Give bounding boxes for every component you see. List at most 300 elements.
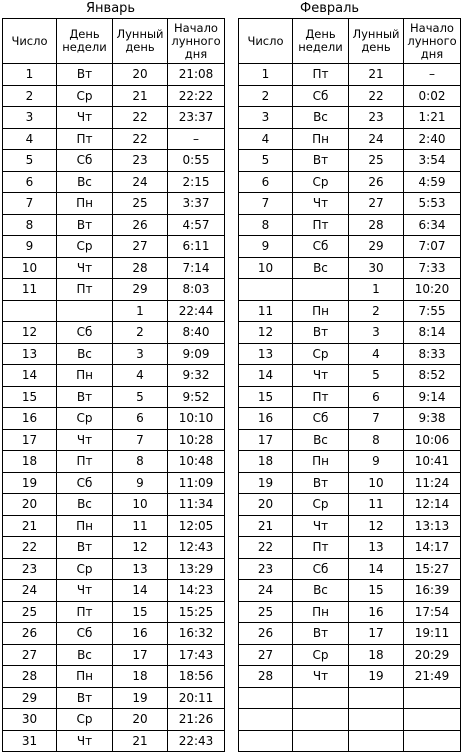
- cell-date: 22: [3, 537, 57, 559]
- cell-date: 25: [3, 601, 57, 623]
- cell-lunar-day: 28: [349, 214, 404, 236]
- cell-weekday: Вт: [57, 214, 113, 236]
- cell-date: 5: [3, 150, 57, 172]
- cell-weekday: Ср: [293, 343, 349, 365]
- cell-weekday: Вс: [293, 580, 349, 602]
- cell-weekday: Пт: [293, 64, 349, 86]
- cell-weekday: Чт: [293, 666, 349, 688]
- cell-lunar-day: 3: [113, 343, 168, 365]
- cell-weekday: Вс: [57, 644, 113, 666]
- cell-date: [239, 279, 293, 301]
- cell-date: 31: [3, 730, 57, 752]
- cell-lunar-day-start: 7:07: [404, 236, 461, 258]
- cell-lunar-day: 28: [113, 257, 168, 279]
- cell-weekday: Пн: [293, 128, 349, 150]
- cell-weekday: Вс: [293, 429, 349, 451]
- cell-lunar-day: 4: [349, 343, 404, 365]
- cell-date: 19: [239, 472, 293, 494]
- cell-lunar-day: 10: [113, 494, 168, 516]
- cell-lunar-day-start: 8:14: [404, 322, 461, 344]
- cell-lunar-day-start: 2:15: [168, 171, 225, 193]
- cell-lunar-day-start: 11:24: [404, 472, 461, 494]
- table-row: [239, 236, 461, 258]
- table-row: [3, 85, 225, 107]
- cell-lunar-day-start: 17:54: [404, 601, 461, 623]
- cell-weekday: Пт: [57, 601, 113, 623]
- cell-date: 14: [239, 365, 293, 387]
- cell-date: 18: [239, 451, 293, 473]
- cell-lunar-day-start: 9:52: [168, 386, 225, 408]
- cell-date: 28: [239, 666, 293, 688]
- cell-lunar-day: 1: [113, 300, 168, 322]
- cell-date: 21: [239, 515, 293, 537]
- cell-lunar-day: 22: [349, 85, 404, 107]
- cell-weekday: Сб: [57, 150, 113, 172]
- table-row: [239, 128, 461, 150]
- cell-lunar-day: 18: [349, 644, 404, 666]
- cell-weekday: Сб: [293, 85, 349, 107]
- header-lunar-day: Лунный день: [349, 19, 404, 64]
- cell-weekday: Ср: [293, 171, 349, 193]
- cell-lunar-day-start: [404, 709, 461, 731]
- february-table-body: [239, 64, 461, 752]
- cell-lunar-day: 1: [349, 279, 404, 301]
- cell-date: 20: [3, 494, 57, 516]
- header-weekday: День недели: [57, 19, 113, 64]
- cell-lunar-day-start: 14:23: [168, 580, 225, 602]
- cell-lunar-day: 16: [113, 623, 168, 645]
- cell-lunar-day: 10: [349, 472, 404, 494]
- cell-lunar-day: 26: [113, 214, 168, 236]
- table-row: [239, 322, 461, 344]
- cell-date: 27: [239, 644, 293, 666]
- cell-lunar-day: 15: [113, 601, 168, 623]
- cell-lunar-day-start: 7:33: [404, 257, 461, 279]
- cell-weekday: Сб: [57, 472, 113, 494]
- cell-weekday: Вт: [293, 472, 349, 494]
- cell-date: 12: [3, 322, 57, 344]
- cell-weekday: Пн: [57, 515, 113, 537]
- cell-weekday: [293, 279, 349, 301]
- cell-lunar-day: 13: [113, 558, 168, 580]
- february-table-header: [239, 19, 461, 64]
- cell-date: 14: [3, 365, 57, 387]
- cell-lunar-day: 11: [349, 494, 404, 516]
- cell-weekday: Ср: [57, 408, 113, 430]
- table-row: [239, 85, 461, 107]
- cell-lunar-day-start: 9:14: [404, 386, 461, 408]
- cell-weekday: [57, 300, 113, 322]
- cell-lunar-day-start: 8:52: [404, 365, 461, 387]
- cell-weekday: Пт: [57, 128, 113, 150]
- cell-date: 30: [3, 709, 57, 731]
- table-row: [3, 580, 225, 602]
- cell-lunar-day-start: 9:09: [168, 343, 225, 365]
- cell-lunar-day: 24: [349, 128, 404, 150]
- cell-lunar-day: 21: [113, 730, 168, 752]
- cell-date: 6: [239, 171, 293, 193]
- cell-date: 1: [3, 64, 57, 86]
- table-row: [239, 150, 461, 172]
- cell-lunar-day-start: 20:29: [404, 644, 461, 666]
- cell-date: 25: [239, 601, 293, 623]
- cell-lunar-day-start: 3:37: [168, 193, 225, 215]
- cell-weekday: Вт: [293, 322, 349, 344]
- cell-lunar-day: 6: [113, 408, 168, 430]
- table-row: [239, 644, 461, 666]
- cell-lunar-day-start: 18:56: [168, 666, 225, 688]
- cell-lunar-day-start: –: [404, 64, 461, 86]
- cell-weekday: Пн: [57, 365, 113, 387]
- table-row: [3, 322, 225, 344]
- cell-lunar-day-start: 8:03: [168, 279, 225, 301]
- cell-date: 18: [3, 451, 57, 473]
- cell-weekday: Чт: [57, 107, 113, 129]
- cell-weekday: Чт: [293, 193, 349, 215]
- cell-weekday: Сб: [293, 558, 349, 580]
- table-row: [3, 257, 225, 279]
- cell-lunar-day: 16: [349, 601, 404, 623]
- table-row: [239, 558, 461, 580]
- january-table-header: [3, 19, 225, 64]
- cell-weekday: Чт: [57, 429, 113, 451]
- cell-lunar-day-start: 13:29: [168, 558, 225, 580]
- cell-lunar-day-start: 4:59: [404, 171, 461, 193]
- cell-weekday: Пт: [293, 214, 349, 236]
- cell-lunar-day-start: 6:11: [168, 236, 225, 258]
- cell-weekday: Пн: [293, 451, 349, 473]
- cell-date: 26: [3, 623, 57, 645]
- cell-date: 1: [239, 64, 293, 86]
- table-row: [239, 494, 461, 516]
- cell-lunar-day: [349, 709, 404, 731]
- cell-lunar-day: 18: [113, 666, 168, 688]
- cell-lunar-day-start: 22:44: [168, 300, 225, 322]
- table-row: [239, 515, 461, 537]
- table-row: [3, 171, 225, 193]
- table-row: [3, 644, 225, 666]
- cell-date: 13: [3, 343, 57, 365]
- table-row: [239, 472, 461, 494]
- cell-lunar-day-start: 8:40: [168, 322, 225, 344]
- cell-date: [239, 709, 293, 731]
- cell-lunar-day-start: 11:09: [168, 472, 225, 494]
- cell-lunar-day-start: 14:17: [404, 537, 461, 559]
- cell-weekday: Ср: [293, 494, 349, 516]
- cell-lunar-day: 3: [349, 322, 404, 344]
- cell-lunar-day: 14: [113, 580, 168, 602]
- cell-lunar-day-start: 22:43: [168, 730, 225, 752]
- table-row: [239, 623, 461, 645]
- january-title: Январь: [86, 1, 136, 16]
- cell-lunar-day-start: 2:40: [404, 128, 461, 150]
- cell-lunar-day: 17: [113, 644, 168, 666]
- table-row: [3, 730, 225, 752]
- cell-lunar-day-start: 4:57: [168, 214, 225, 236]
- cell-lunar-day: 30: [349, 257, 404, 279]
- table-row: [3, 236, 225, 258]
- cell-lunar-day-start: [404, 730, 461, 752]
- cell-lunar-day: 27: [113, 236, 168, 258]
- table-row: [3, 214, 225, 236]
- table-row: [239, 300, 461, 322]
- cell-lunar-day: 20: [113, 64, 168, 86]
- cell-date: 23: [3, 558, 57, 580]
- cell-weekday: Пт: [57, 279, 113, 301]
- cell-date: [239, 687, 293, 709]
- cell-date: 7: [239, 193, 293, 215]
- cell-lunar-day-start: 0:02: [404, 85, 461, 107]
- table-row: [3, 472, 225, 494]
- cell-date: 6: [3, 171, 57, 193]
- cell-date: 5: [239, 150, 293, 172]
- table-row: [239, 687, 461, 709]
- cell-date: 16: [3, 408, 57, 430]
- cell-date: 13: [239, 343, 293, 365]
- header-lunar-day-start: Начало лунного дня: [404, 19, 461, 64]
- header-weekday: День недели: [293, 19, 349, 64]
- cell-weekday: Вт: [57, 537, 113, 559]
- cell-lunar-day-start: 21:49: [404, 666, 461, 688]
- table-row: [3, 537, 225, 559]
- cell-date: 2: [3, 85, 57, 107]
- cell-weekday: Чт: [293, 365, 349, 387]
- table-row: [3, 386, 225, 408]
- cell-lunar-day-start: 9:38: [404, 408, 461, 430]
- cell-lunar-day-start: 16:39: [404, 580, 461, 602]
- cell-lunar-day-start: 7:14: [168, 257, 225, 279]
- table-row: [239, 429, 461, 451]
- cell-lunar-day-start: 12:05: [168, 515, 225, 537]
- cell-lunar-day: 17: [349, 623, 404, 645]
- cell-lunar-day-start: 11:34: [168, 494, 225, 516]
- cell-date: 26: [239, 623, 293, 645]
- cell-lunar-day: 5: [113, 386, 168, 408]
- cell-weekday: [293, 709, 349, 731]
- table-row: [239, 601, 461, 623]
- cell-date: [3, 300, 57, 322]
- cell-lunar-day: 11: [113, 515, 168, 537]
- cell-date: 24: [3, 580, 57, 602]
- table-row: [3, 193, 225, 215]
- table-row: [239, 730, 461, 752]
- header-date: Число: [3, 19, 57, 64]
- cell-lunar-day: 13: [349, 537, 404, 559]
- cell-lunar-day: 23: [113, 150, 168, 172]
- cell-lunar-day: 24: [113, 171, 168, 193]
- cell-date: 8: [3, 214, 57, 236]
- cell-weekday: Вт: [293, 150, 349, 172]
- cell-date: 27: [3, 644, 57, 666]
- table-row: [239, 537, 461, 559]
- cell-date: 9: [3, 236, 57, 258]
- cell-lunar-day-start: 13:13: [404, 515, 461, 537]
- cell-lunar-day-start: 5:53: [404, 193, 461, 215]
- cell-lunar-day: [349, 730, 404, 752]
- table-row: [239, 365, 461, 387]
- table-row: [3, 429, 225, 451]
- cell-weekday: Ср: [57, 236, 113, 258]
- cell-weekday: Чт: [293, 515, 349, 537]
- cell-weekday: Вс: [57, 171, 113, 193]
- january-table-body: [3, 64, 225, 752]
- cell-date: 3: [3, 107, 57, 129]
- cell-lunar-day-start: –: [168, 128, 225, 150]
- cell-lunar-day: 9: [113, 472, 168, 494]
- table-row: [3, 408, 225, 430]
- cell-lunar-day-start: 0:55: [168, 150, 225, 172]
- cell-weekday: Ср: [293, 644, 349, 666]
- cell-weekday: Пн: [57, 666, 113, 688]
- table-row: [3, 64, 225, 86]
- cell-lunar-day-start: 3:54: [404, 150, 461, 172]
- cell-lunar-day-start: 12:43: [168, 537, 225, 559]
- cell-date: 29: [3, 687, 57, 709]
- table-row: [3, 709, 225, 731]
- cell-lunar-day-start: 10:06: [404, 429, 461, 451]
- table-row: [3, 343, 225, 365]
- cell-lunar-day: 8: [113, 451, 168, 473]
- cell-lunar-day-start: 16:32: [168, 623, 225, 645]
- cell-lunar-day-start: 19:11: [404, 623, 461, 645]
- cell-date: 28: [3, 666, 57, 688]
- cell-lunar-day: 9: [349, 451, 404, 473]
- cell-date: 20: [239, 494, 293, 516]
- cell-lunar-day-start: 10:41: [404, 451, 461, 473]
- cell-weekday: [293, 687, 349, 709]
- table-row: [3, 558, 225, 580]
- cell-weekday: Ср: [57, 85, 113, 107]
- cell-lunar-day-start: [404, 687, 461, 709]
- table-row: [239, 580, 461, 602]
- february-title: Февраль: [300, 1, 360, 16]
- table-row: [239, 666, 461, 688]
- cell-date: 17: [239, 429, 293, 451]
- cell-date: 24: [239, 580, 293, 602]
- cell-weekday: Сб: [57, 322, 113, 344]
- table-row: [239, 386, 461, 408]
- cell-lunar-day-start: 12:14: [404, 494, 461, 516]
- cell-date: 15: [3, 386, 57, 408]
- table-row: [3, 623, 225, 645]
- cell-date: 17: [3, 429, 57, 451]
- table-row: [239, 343, 461, 365]
- cell-lunar-day: [349, 687, 404, 709]
- table-row: [3, 666, 225, 688]
- cell-date: 10: [3, 257, 57, 279]
- cell-weekday: Вт: [57, 386, 113, 408]
- cell-lunar-day: 7: [113, 429, 168, 451]
- cell-lunar-day: 29: [349, 236, 404, 258]
- cell-lunar-day-start: 10:20: [404, 279, 461, 301]
- cell-date: 3: [239, 107, 293, 129]
- cell-weekday: Пн: [293, 601, 349, 623]
- cell-lunar-day: 19: [113, 687, 168, 709]
- table-row: [3, 601, 225, 623]
- cell-lunar-day-start: 23:37: [168, 107, 225, 129]
- cell-date: 4: [3, 128, 57, 150]
- cell-date: 16: [239, 408, 293, 430]
- cell-weekday: Чт: [57, 730, 113, 752]
- cell-lunar-day: 2: [113, 322, 168, 344]
- cell-weekday: Чт: [57, 580, 113, 602]
- cell-weekday: Чт: [57, 257, 113, 279]
- cell-weekday: Вс: [57, 494, 113, 516]
- table-row: [239, 279, 461, 301]
- table-row: [3, 687, 225, 709]
- cell-date: 8: [239, 214, 293, 236]
- cell-date: 12: [239, 322, 293, 344]
- cell-date: 2: [239, 85, 293, 107]
- cell-lunar-day: 25: [349, 150, 404, 172]
- header-lunar-day-start: Начало лунного дня: [168, 19, 225, 64]
- cell-lunar-day: 27: [349, 193, 404, 215]
- cell-lunar-day: 22: [113, 128, 168, 150]
- table-row: [239, 214, 461, 236]
- cell-lunar-day-start: 21:26: [168, 709, 225, 731]
- cell-lunar-day-start: 22:22: [168, 85, 225, 107]
- cell-lunar-day: 23: [349, 107, 404, 129]
- cell-lunar-day-start: 15:27: [404, 558, 461, 580]
- cell-lunar-day: 21: [113, 85, 168, 107]
- table-row: [239, 257, 461, 279]
- cell-weekday: Вт: [57, 64, 113, 86]
- cell-date: 7: [3, 193, 57, 215]
- cell-lunar-day: 12: [349, 515, 404, 537]
- cell-lunar-day: 4: [113, 365, 168, 387]
- cell-date: 11: [3, 279, 57, 301]
- cell-lunar-day-start: 20:11: [168, 687, 225, 709]
- cell-lunar-day-start: 15:25: [168, 601, 225, 623]
- cell-lunar-day: 19: [349, 666, 404, 688]
- cell-date: 4: [239, 128, 293, 150]
- cell-lunar-day: 6: [349, 386, 404, 408]
- february-table: [238, 18, 461, 752]
- cell-lunar-day-start: 10:10: [168, 408, 225, 430]
- cell-weekday: Вс: [293, 257, 349, 279]
- cell-weekday: Ср: [57, 558, 113, 580]
- table-row: [239, 64, 461, 86]
- header-date: Число: [239, 19, 293, 64]
- table-row: [239, 193, 461, 215]
- cell-weekday: Вт: [293, 623, 349, 645]
- cell-date: 15: [239, 386, 293, 408]
- cell-lunar-day: 14: [349, 558, 404, 580]
- january-table: [2, 18, 225, 752]
- table-row: [3, 494, 225, 516]
- cell-weekday: Пн: [57, 193, 113, 215]
- cell-lunar-day: 21: [349, 64, 404, 86]
- cell-lunar-day-start: 21:08: [168, 64, 225, 86]
- table-row: [239, 107, 461, 129]
- cell-weekday: Пн: [293, 300, 349, 322]
- table-row: [3, 451, 225, 473]
- cell-lunar-day: 22: [113, 107, 168, 129]
- cell-lunar-day: 29: [113, 279, 168, 301]
- cell-lunar-day-start: 9:32: [168, 365, 225, 387]
- table-row: [239, 171, 461, 193]
- table-row: [3, 300, 225, 322]
- header-lunar-day: Лунный день: [113, 19, 168, 64]
- table-row: [239, 709, 461, 731]
- table-row: [3, 279, 225, 301]
- cell-lunar-day: 2: [349, 300, 404, 322]
- cell-date: 11: [239, 300, 293, 322]
- cell-lunar-day: 25: [113, 193, 168, 215]
- cell-lunar-day-start: 17:43: [168, 644, 225, 666]
- cell-lunar-day: 7: [349, 408, 404, 430]
- cell-date: 21: [3, 515, 57, 537]
